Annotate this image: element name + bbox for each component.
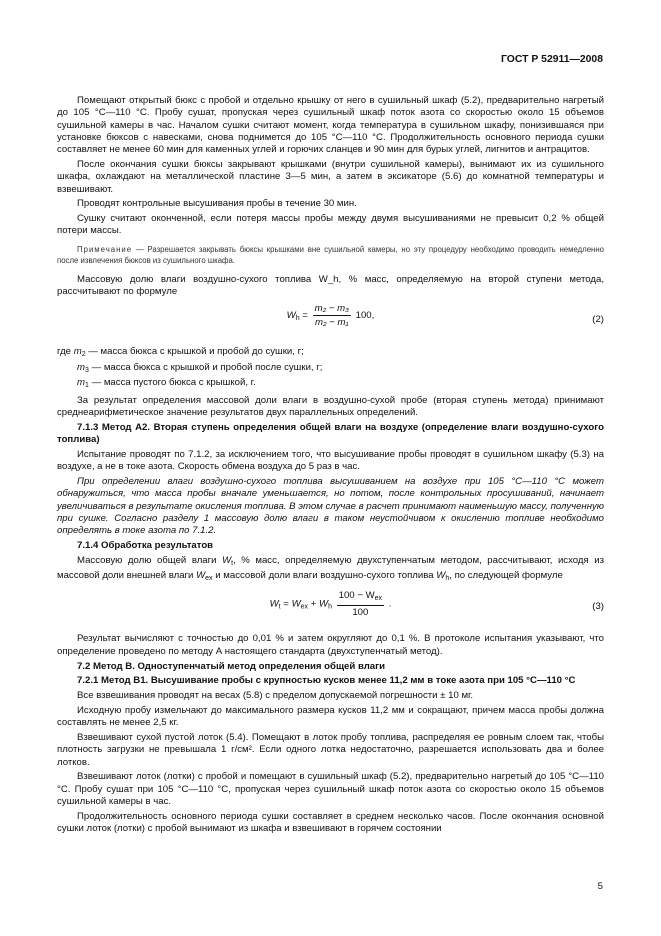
- section-heading: 7.1.4 Обработка результатов: [77, 540, 214, 552]
- paragraph: Взвешивают сухой пустой лоток (5.4). Помещают в лоток пробу топлива, распределяя ее ровным слоем так, чтобы плотность загрузки не превышала 1 г/см². Если одного лотка недостаточно, разрешается использовать два и более лотков.: [57, 731, 604, 768]
- section-heading: 7.1.3 Метод А2. Вторая ступень определения общей влаги на воздухе (определение влаги воздушно-сухого топлива): [57, 421, 604, 446]
- note-label: Примечание: [77, 244, 133, 254]
- document-body: [57, 95, 604, 838]
- fraction: $\frac{\text{m₂ − m₃}}{\text{m₂ − m₁}}$: [314, 303, 349, 329]
- paragraph: Продолжительность основного периода сушки составляет в среднем несколько часов. После окончания основной сушки лоток (лотки) с пробой вынимают из шкафа и взвешивают в горячем состоянии: [57, 810, 604, 835]
- section-heading: 7.2 Метод В. Одноступенчатый метод определения общей влаги: [77, 660, 386, 672]
- paragraph: Испытание проводят по 7.1.2, за исключением того, что высушивание пробы проводят в сушильном шкафу (5.3) на воздухе, а не в токе азота. Скорость обмена воздуха до 5 раз в час.: [57, 448, 604, 473]
- section-heading: 7.2.1 Метод В1. Высушивание пробы с крупностью кусков менее 11,2 мм в токе азота при 105 °С—110 °С: [77, 675, 576, 687]
- paragraph: Все взвешивания проводят на весах (5.8) с пределом допускаемой погрешности ± 10 мг.: [77, 690, 474, 702]
- formula-number: (2): [592, 314, 604, 326]
- paragraph: После окончания сушки бюксы закрывают крышками (внутри сушильной камеры), вынимают их из сушильного шкафа, охлаждают на металлической пластине 3—5 мин, а затем в эксикаторе (5.6) до комнатной температуры и взвешивают.: [57, 158, 604, 195]
- paragraph: Результат вычисляют с точностью до 0,01 % и затем округляют до 0,1 %. В протоколе испытания указывают, что определение проведено по методу А настоящего стандарта (двухступенчатый метод).: [57, 633, 604, 657]
- paragraph: Исходную пробу измельчают до максимального размера кусков 11,2 мм и сокращают, причем масса пробы должна составлять не менее 2,5 кг.: [57, 704, 604, 729]
- fraction: $\frac{100 - W_{ex}}{100}$: [338, 590, 383, 619]
- formula-3: $W_t = W_{ex} + W_h$ $\frac{100 - W_{ex}}{100}$ . (3): [269, 590, 604, 619]
- paragraph: За результат определения массовой доли влаги в воздушно-сухой пробе (вторая ступень метода) принимают среднеарифметическое значение результатов двух параллельных определений.: [57, 394, 604, 419]
- paragraph: Помещают открытый бюкс с пробой и отдельно крышку от него в сушильный шкаф (5.2), предварительно нагретый до 105 °С—110 °С. Пробу сушат, пропуская через сушильный шкаф поток азота со скоростью около 15 объемов сушильной камеры в час. Началом сушки считают момент, когда температура в сушильном шкафу, понизившаяся при установке бюксов с навесками, снова поднимется до 105 °С—110 °С. Продолжительность основного периода сушки составляет не менее 60 мин для каменных углей и горючих сланцев и 90 мин для бурых углей, лигнитов и антрацитов.: [57, 95, 604, 156]
- note-text: — Разрешается закрывать бюксы крышками вне сушильной камеры, но эту процедуру необходимо проводить немедленно после извлечения бюксов из сушильного шкафа.: [57, 244, 604, 265]
- paragraph: Массовую долю общей влаги $W_t$, % масс, определяемую двухступенчатым методом, рассчитывают, исходя из массовой доли внешней влаги $W_{ex}$ и массовой доли влаги воздушно-сухого топлива $W_h$, по следующей формуле: [57, 554, 605, 583]
- document-header: ГОСТ Р 52911—2008: [501, 54, 603, 65]
- page-number: 5: [597, 881, 603, 892]
- paragraph-italic: При определении влаги воздушно-сухого топлива высушиванием на воздухе при 105 °С—110 °С может обнаружиться, что масса пробы вначале уменьшается, но потом, после контрольных просушиваний, начинает увеличиваться в результате окисления топлива. В этом случае в расчет принимают наименьшую массу, полученную при сушке. Согласно разделу 1 массовую долю влаги в таком неустойчивом к окислению топливе необходимо определять в токе азота по 7.1.2.: [57, 476, 604, 537]
- note: [57, 244, 604, 266]
- paragraph: Сушку считают оконченной, если потеря массы пробы между двумя высушиваниями не превысит 0,2 % общей потери массы.: [57, 213, 604, 237]
- paragraph: Взвешивают лоток (лотки) с пробой и помещают в сушильный шкаф (5.2), предварительно нагретый до 105 °С—110 °С. Пробу сушат при 105 °С—110 °С, пропуская через сушильный шкаф поток азота со скоростью около 15 объемов сушильной камеры в час.: [57, 771, 604, 807]
- paragraph: Массовую долю влаги воздушно-сухого топлива W_h, % масс, определяемую на второй ступени метода, рассчитывают по формуле: [57, 273, 604, 298]
- formula-2: $W_h$ = $\frac{\text{m₂ − m₃}}{\text{m₂ − m₁}}$ 100, (2): [286, 303, 604, 329]
- formula-number: (3): [592, 601, 604, 613]
- where-list: где $m_2$ — масса бюкса с крышкой и пробой до сушки, г; $m_3$ — масса бюкса с крышкой и пробой после сушки, г; $m_1$ — масса пустого бюкса с крышкой, г.: [57, 346, 323, 389]
- paragraph: Проводят контрольные высушивания пробы в течение 30 мин.: [77, 198, 357, 210]
